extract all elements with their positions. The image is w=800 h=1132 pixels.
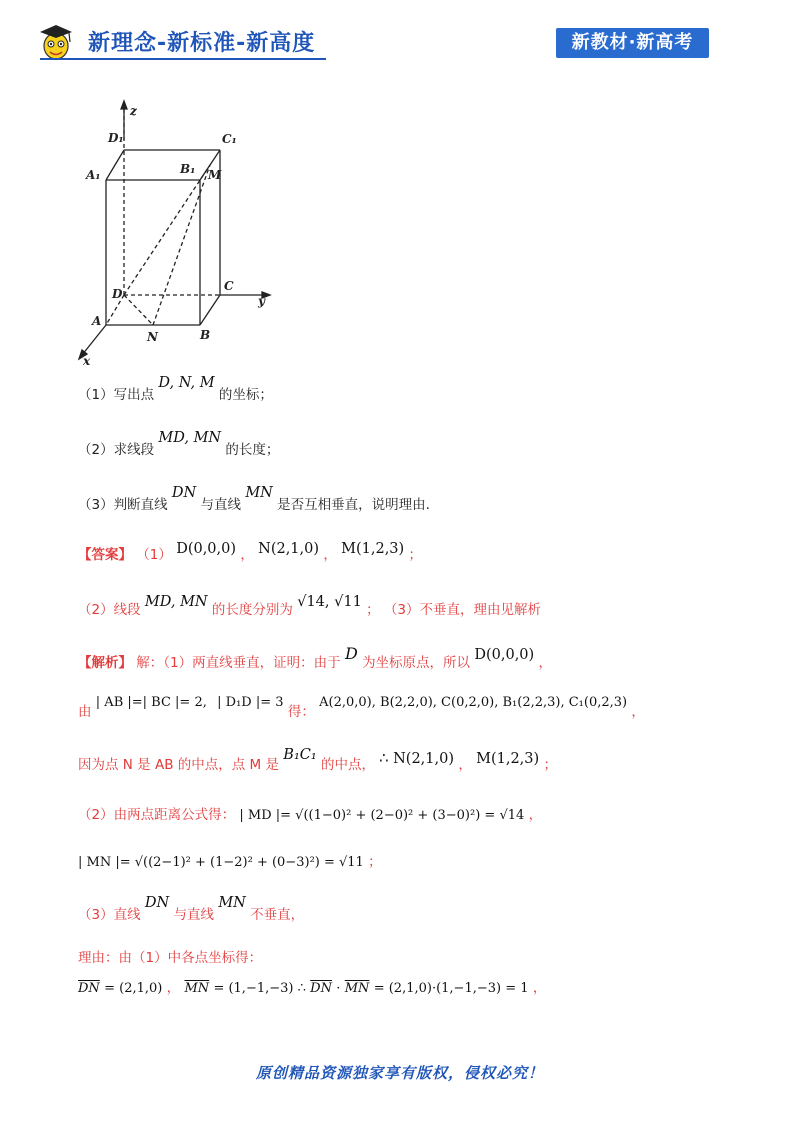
cuboid-figure (70, 95, 290, 370)
analysis-line8-result: = (2,1,0)·(1,−1,−3) = 1 (373, 981, 529, 996)
analysis-line-2 (78, 695, 645, 723)
q1-math: D, N, M (158, 375, 215, 391)
label-c: C (224, 279, 234, 293)
analysis-line3-end: ； (543, 757, 557, 773)
analysis-line6-b: 与直线 (173, 907, 215, 923)
analysis-line1-d: D (344, 644, 358, 663)
analysis-line-8 (78, 978, 546, 999)
label-n: N (147, 330, 158, 344)
analysis-line2-math1: | AB |=| BC |= 2, (95, 695, 207, 710)
q3-math-mn: MN (245, 485, 273, 501)
analysis-line8-dn-vec2: $\overline{DN}$ (310, 981, 332, 996)
answer-sep1: ， (240, 547, 254, 563)
label-a: A (92, 314, 102, 328)
x-axis-label: x (83, 354, 91, 368)
label-m: M (208, 168, 222, 182)
analysis-line2-a: 由 (78, 704, 92, 720)
analysis-line-3 (78, 747, 557, 775)
label-a1: A₁ (86, 168, 101, 182)
answer-tag: 【答案】 (78, 547, 132, 563)
analysis-line2-b: 得： (287, 704, 315, 720)
question-1 (78, 375, 273, 405)
analysis-line8-mn-vec: $\overline{MN}$ (184, 981, 210, 996)
analysis-line2-math3: A(2,0,0), B(2,2,0), C(0,2,0), B₁(2,2,3), C₁(0,2,3) (319, 695, 628, 710)
answer-part2-prefix: （2）线段 (78, 602, 141, 618)
q1-suffix: 的坐标； (218, 387, 273, 403)
z-axis-label: z (130, 104, 137, 118)
q3-mid: 与直线 (200, 497, 242, 513)
analysis-line4-a: （2）由两点距离公式得： (78, 807, 236, 823)
analysis-line6-mn: MN (218, 895, 246, 911)
analysis-line3-a: 因为点 N 是 AB 的中点，点 M 是 (78, 757, 279, 773)
analysis-line8-dot: · (336, 981, 341, 996)
label-c1: C₁ (222, 132, 237, 146)
y-axis-label: y (258, 294, 265, 308)
analysis-line8-dn-val: = (2,1,0) (104, 981, 163, 996)
label-b1: B₁ (180, 162, 196, 176)
q2-prefix: （2）求线段 (78, 442, 155, 458)
question-2 (78, 430, 280, 460)
label-b: B (200, 328, 211, 342)
analysis-line3-n: ∴ N(2,1,0) (379, 751, 455, 767)
analysis-line-1 (78, 644, 552, 673)
answer-part3: （3）不垂直，理由见解析 (383, 602, 541, 618)
header-underline (40, 58, 326, 60)
analysis-line8-end: ， (532, 980, 547, 996)
question-3 (78, 485, 430, 515)
answer-part1-label: （1） (136, 547, 172, 563)
analysis-line8-dn-vec: $\overline{DN}$ (78, 981, 100, 996)
analysis-line8-sep: ， (166, 980, 181, 996)
analysis-line2-end: ， (631, 704, 645, 720)
header-logo (36, 22, 336, 62)
q2-suffix: 的长度； (225, 442, 280, 458)
analysis-line-6 (78, 895, 305, 925)
analysis-line1-b: 为坐标原点，所以 (362, 655, 471, 671)
answer-end1: ； (408, 547, 422, 563)
analysis-line8-mn-vec2: $\overline{MN}$ (344, 981, 370, 996)
answer-part2-mid: 的长度分别为 (211, 602, 293, 618)
label-d1: D₁ (108, 131, 124, 145)
analysis-line6-dn: DN (144, 895, 170, 911)
analysis-line1-end: ， (538, 655, 552, 671)
analysis-line6-c: 不垂直， (250, 907, 305, 923)
q3-math-dn: DN (171, 485, 197, 501)
analysis-line-4 (78, 805, 542, 826)
analysis-line2-math2: | D₁D |= 3 (217, 695, 284, 710)
q1-prefix: （1）写出点 (78, 387, 155, 403)
analysis-line5-end: ； (368, 854, 382, 870)
analysis-line3-b: 的中点， (320, 757, 375, 773)
q3-suffix: 是否互相垂直，说明理由. (277, 497, 430, 513)
label-d: D (112, 287, 123, 301)
analysis-line-5 (78, 852, 382, 873)
analysis-line1-origin: D(0,0,0) (474, 647, 535, 663)
analysis-line-7: 理由：由（1）中各点坐标得： (78, 950, 263, 966)
answer-part2-math: MD, MN (144, 594, 208, 610)
header-slogan: 新理念-新标准-新高度 (88, 31, 316, 56)
analysis-line8-mn-val: = (1,−1,−3) ∴ (213, 981, 306, 996)
answer-m: M(1,2,3) (341, 541, 405, 557)
answer-n: N(2,1,0) (258, 541, 320, 557)
q2-math: MD, MN (158, 430, 222, 446)
answer-d: D(0,0,0) (176, 541, 237, 557)
answer-line-1 (78, 541, 422, 565)
q3-prefix: （3）判断直线 (78, 497, 168, 513)
analysis-line5-math: | MN |= √((2−1)² + (1−2)² + (0−3)²) = √11 (78, 855, 364, 870)
analysis-line3-b1c1: B₁C₁ (283, 747, 317, 763)
analysis-line1-a: 解：（1）两直线垂直，证明：由于 (136, 655, 341, 671)
answer-sep2: ， (323, 547, 337, 563)
analysis-line3-m: M(1,2,3) (476, 751, 540, 767)
footer-copyright: 原创精品资源独家享有版权，侵权必究！ (255, 1064, 544, 1082)
answer-part2-sep: ； (366, 602, 380, 618)
header-badge: 新教材·新高考 (556, 28, 709, 58)
mascot-icon (36, 22, 78, 62)
analysis-line4-end: ， (528, 807, 543, 823)
answer-line-2 (78, 594, 541, 620)
analysis-line6-a: （3）直线 (78, 907, 141, 923)
analysis-tag: 【解析】 (78, 655, 132, 671)
analysis-line4-math: | MD |= √((1−0)² + (2−0)² + (3−0)²) = √14 (239, 808, 525, 823)
answer-part2-value: √14, √11 (297, 594, 362, 610)
analysis-line3-sep: ， (458, 757, 472, 773)
